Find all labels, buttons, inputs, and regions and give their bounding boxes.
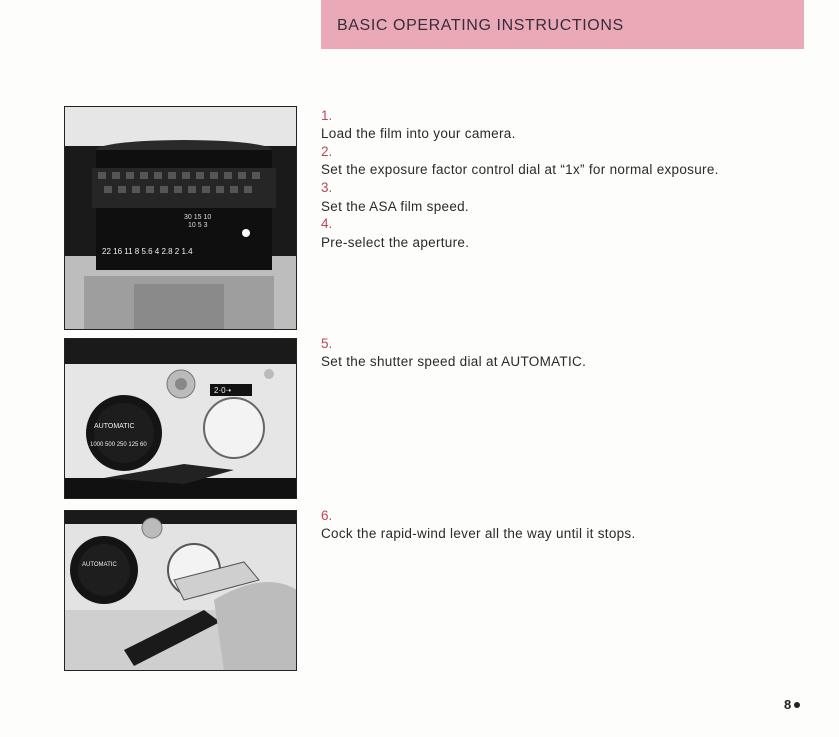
wind-lever-photo bbox=[64, 510, 297, 671]
shutter-dial-photo bbox=[64, 338, 297, 499]
step-6-number: 6. bbox=[321, 508, 333, 523]
automatic-label: AUTOMATIC bbox=[94, 423, 135, 430]
step-6-text: Cock the rapid-wind lever all the way until it stops. bbox=[321, 526, 636, 541]
automatic-label: AUTOMATIC bbox=[82, 562, 117, 568]
step-1-number: 1. bbox=[321, 108, 333, 123]
step-1-text: Load the film into your camera. bbox=[321, 126, 516, 141]
aperture-scale: 22 16 11 8 5.6 4 2.8 2 1.4 bbox=[102, 247, 193, 256]
step-3-text: Set the ASA film speed. bbox=[321, 199, 469, 214]
shutter-speeds: 1000 500 250 125 60 bbox=[90, 442, 147, 448]
distance-scale-2: 10 5 3 bbox=[188, 222, 208, 229]
page-number-text: 8 bbox=[784, 697, 792, 712]
lens-photo bbox=[64, 106, 297, 330]
section-title: BASIC OPERATING INSTRUCTIONS bbox=[337, 17, 624, 34]
step-2-text: Set the exposure factor control dial at “1x” for normal exposure. bbox=[321, 162, 719, 177]
step-3-number: 3. bbox=[321, 180, 333, 195]
step-2-number: 2. bbox=[321, 144, 333, 159]
step-5-text: Set the shutter speed dial at AUTOMATIC. bbox=[321, 354, 587, 369]
step-4-text: Pre-select the aperture. bbox=[321, 235, 470, 250]
step-5-number: 5. bbox=[321, 336, 333, 351]
section-header bbox=[321, 0, 804, 49]
bullet-icon bbox=[794, 702, 800, 708]
step-4-number: 4. bbox=[321, 216, 333, 231]
page-number bbox=[784, 697, 800, 712]
distance-scale: 30 15 10 bbox=[184, 214, 212, 221]
asa-window: 2·0·• bbox=[214, 386, 232, 395]
